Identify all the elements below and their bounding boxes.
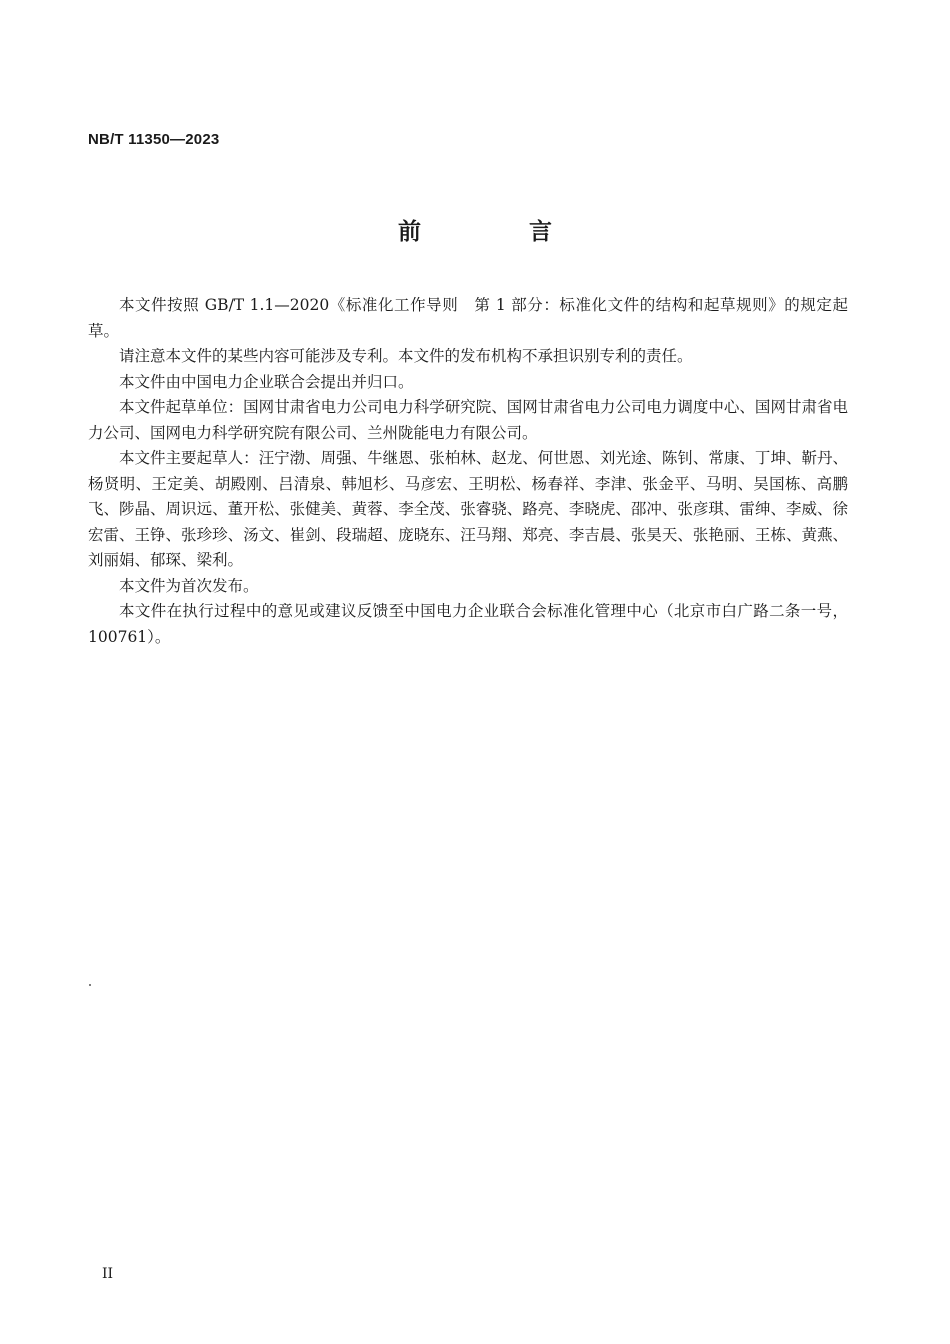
scan-speck [89, 984, 91, 986]
foreword-body [88, 293, 848, 650]
page-number: II [102, 1266, 114, 1282]
paragraph-first-release: 本文件为首次发布。 [119, 576, 259, 595]
paragraph-proposer: 本文件由中国电力企业联合会提出并归口。 [119, 372, 414, 391]
paragraph-drafting-units: 本文件起草单位：国网甘肃省电力公司电力科学研究院、国网甘肃省电力公司电力调度中心、国网甘肃省电力公司、国网电力科学研究院有限公司、兰州陇能电力有限公司。 [88, 398, 848, 442]
standard-code: NB/T 11350—2023 [88, 131, 220, 148]
paragraph-drafting-rules: 本文件按照 GB/T 1.1—2020《标准化工作导则 第 1 部分：标准化文件的结构和起草规则》的规定起草。 [88, 296, 848, 340]
page-title: 前 言 [397, 219, 602, 245]
paragraph-patent-notice: 请注意本文件的某些内容可能涉及专利。本文件的发布机构不承担识别专利的责任。 [119, 347, 693, 365]
paragraph-feedback: 本文件在执行过程中的意见或建议反馈至中国电力企业联合会标准化管理中心（北京市白广路二条一号，100761）。 [88, 602, 848, 646]
paragraph-main-drafters: 本文件主要起草人：汪宁渤、周强、牛继恩、张柏林、赵龙、何世恩、刘光途、陈钊、常康、丁坤、靳丹、杨贤明、王定美、胡殿刚、吕清泉、韩旭杉、马彦宏、王明松、杨春祥、李津、张金平、马明、吴国栋、高鹏飞、陟晶、周识远、董开松、张健美、黄蓉、李全茂、张睿骁、路亮、李晓虎、邵冲、张彦琪、雷绅、李威、徐宏雷、王铮、张珍珍、汤文、崔剑、段瑞超、庞晓东、汪马翔、郑亮、李吉晨、张昊天、张艳丽、王栋、黄燕、刘丽娟、郁琛、梁利。 [88, 449, 848, 569]
